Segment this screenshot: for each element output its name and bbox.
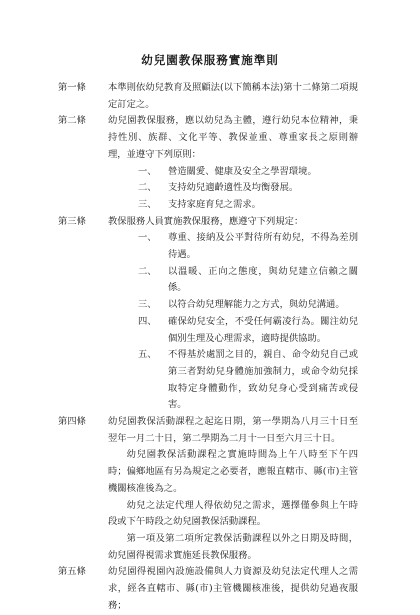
item-number: 二、 — [138, 182, 157, 194]
list-item — [138, 164, 358, 181]
item-number: 一、 — [138, 165, 157, 177]
list-item — [138, 197, 358, 214]
article-body — [108, 414, 358, 564]
article-number: 第三條 — [58, 215, 86, 227]
list-item — [138, 347, 358, 414]
article — [58, 80, 358, 113]
item-text: 支持家庭育兒之需求。 — [168, 198, 261, 210]
item-text: 確保幼兒安全，不受任何霸凌行為。關注幼兒個別生理及心理需求，適時提供協助。 — [168, 315, 358, 344]
document-title: 幼兒園教保服務實施準則 — [141, 53, 279, 67]
article — [58, 113, 358, 213]
article — [58, 414, 358, 564]
item-text: 以溫暖、正向之態度，與幼兒建立信賴之關係。 — [168, 265, 358, 294]
article-number: 第五條 — [58, 566, 86, 578]
article — [58, 214, 358, 414]
article-paragraph: 本準則依幼兒教育及照顧法(以下簡稱本法)第十二條第二項規定訂定之。 — [108, 82, 358, 110]
item-number: 一、 — [138, 232, 157, 244]
article-number: 第二條 — [58, 115, 86, 127]
item-number: 三、 — [138, 299, 157, 311]
item-number: 三、 — [138, 198, 157, 210]
article-paragraph: 第一項及第二項所定教保活動課程以外之日期及時間，幼兒園得視需求實施延長教保服務。 — [108, 532, 358, 561]
list-item — [138, 297, 358, 314]
articles-container — [58, 80, 358, 615]
list-item — [138, 180, 358, 197]
item-list — [108, 230, 358, 414]
item-number: 五、 — [138, 349, 157, 361]
list-item — [138, 230, 358, 263]
article-paragraph: 幼兒園教保服務，應以幼兒為主體，遵行幼兒本位精神，秉持性別、族群、文化平等、教保並重、尊重家長之原則辦理，並遵守下列原則： — [108, 115, 358, 160]
article-paragraph: 幼兒園教保活動課程之起迄日期，第一學期為八月三十日至翌年一月二十日，第二學期為二月十一日至六月三十日。 — [108, 416, 358, 444]
item-text: 營造關愛、健康及安全之學習環境。 — [168, 165, 317, 177]
item-number: 四、 — [138, 315, 157, 327]
article-number: 第一條 — [58, 82, 86, 93]
article-paragraph: 教保服務人員實施教保服務，應遵守下列規定： — [108, 215, 304, 227]
article-paragraph: 幼兒之法定代理人得依幼兒之需求，選擇僅參與上午時段或下午時段之幼兒園教保活動課程。 — [108, 499, 358, 528]
article-body — [108, 214, 358, 414]
article-body — [108, 80, 358, 113]
item-text: 不得基於處罰之目的，親自、命令幼兒自己或第三者對幼兒身體施加強制力，或命令幼兒採取特定身體動作，致幼兒身心受到痛苦或侵害。 — [168, 349, 358, 411]
list-item — [138, 264, 358, 297]
item-text: 支持幼兒適齡適性及均衡發展。 — [168, 182, 299, 194]
article-body — [108, 113, 358, 213]
article-body — [108, 564, 358, 614]
item-list — [108, 164, 358, 214]
item-number: 二、 — [138, 265, 157, 277]
article-paragraph: 幼兒園得視園內設施設備與人力資源及幼兒法定代理人之需求，經各直轄市、縣(市)主管機關核准後，提供幼兒過夜服務； — [108, 566, 358, 611]
article — [58, 564, 358, 614]
article-number: 第四條 — [58, 416, 86, 428]
article-paragraph: 幼兒園教保活動課程之實施時間為上午八時至下午四時；偏鄉地區有另為規定之必要者，應報直轄市、縣(市)主管機關核准後為之。 — [108, 449, 358, 494]
item-text: 以符合幼兒理解能力之方式，與幼兒溝通。 — [168, 299, 345, 311]
item-text: 尊重、接納及公平對待所有幼兒，不得為差別待遇。 — [168, 232, 358, 261]
list-item — [138, 314, 358, 347]
